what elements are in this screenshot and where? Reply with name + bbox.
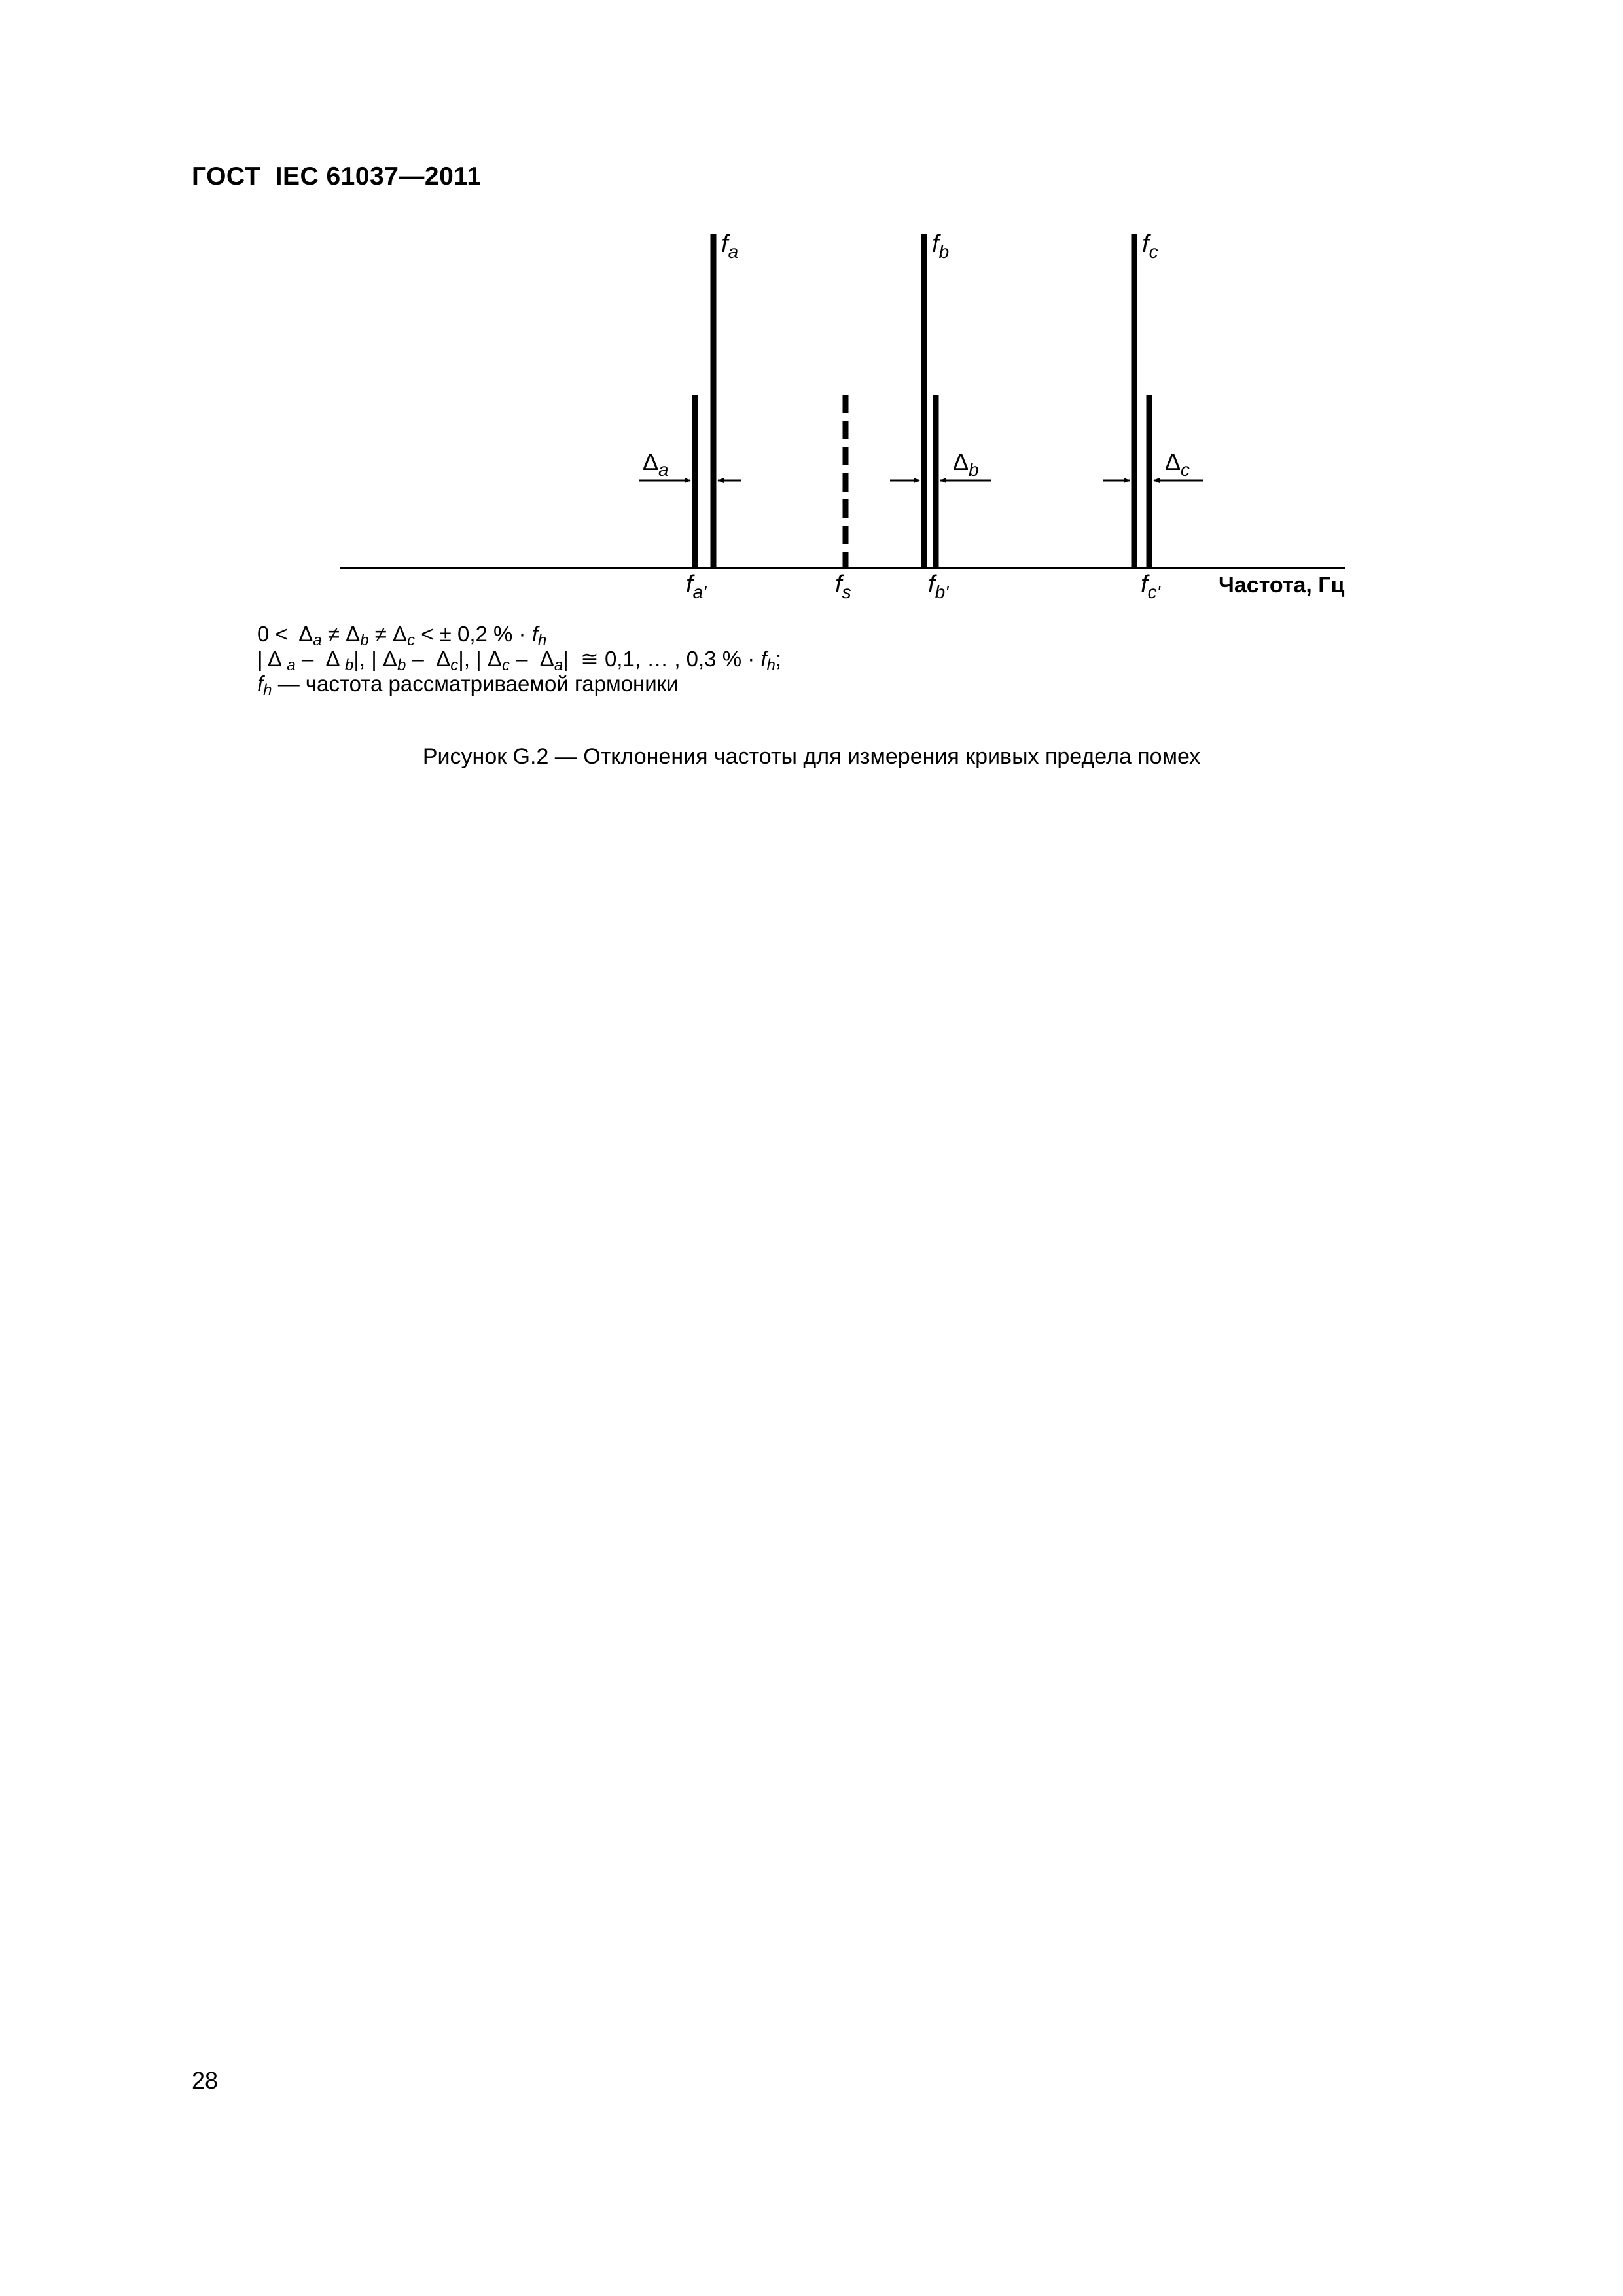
- figure-caption: Рисунок G.2 — Отклонения частоты для измерения кривых предела помех: [422, 744, 1201, 769]
- label-fa: fa: [721, 230, 739, 262]
- note-line-2: | Δ $_a$ – Δ $_b$|, | $\Delta_b - \Delta_c|$, | $\Delta_c - \Delta_a|$ ≅ 0,1, … , 0,3 % · $f_h$;: [257, 647, 782, 674]
- label-fc: fc: [1142, 230, 1158, 262]
- label-fb-prime: fb': [928, 571, 949, 602]
- formula-notes: [257, 622, 782, 699]
- frequency-deviation-diagram: [0, 0, 1623, 655]
- label-delta-a: Δa: [643, 448, 669, 480]
- note-line-1: $0 < \Delta_a \ne \Delta_b \ne \Delta_c$ < ± 0,2 % · $f_h$: [257, 622, 547, 649]
- label-fs: fs: [835, 571, 851, 602]
- label-delta-c: Δc: [1165, 448, 1190, 480]
- label-fb: fb: [932, 230, 950, 262]
- page-number: 28: [192, 2067, 219, 2094]
- frequency-axis-label: Частота, Гц: [1219, 573, 1345, 598]
- note-line-3: $f_h$ — частота рассматриваемой гармоники: [257, 672, 679, 699]
- label-fa-prime: fa': [686, 571, 707, 602]
- label-fc-prime: fc': [1141, 571, 1160, 602]
- label-delta-b: Δb: [953, 448, 979, 480]
- document-header: ГОСТ IEC 61037—2011: [192, 162, 482, 190]
